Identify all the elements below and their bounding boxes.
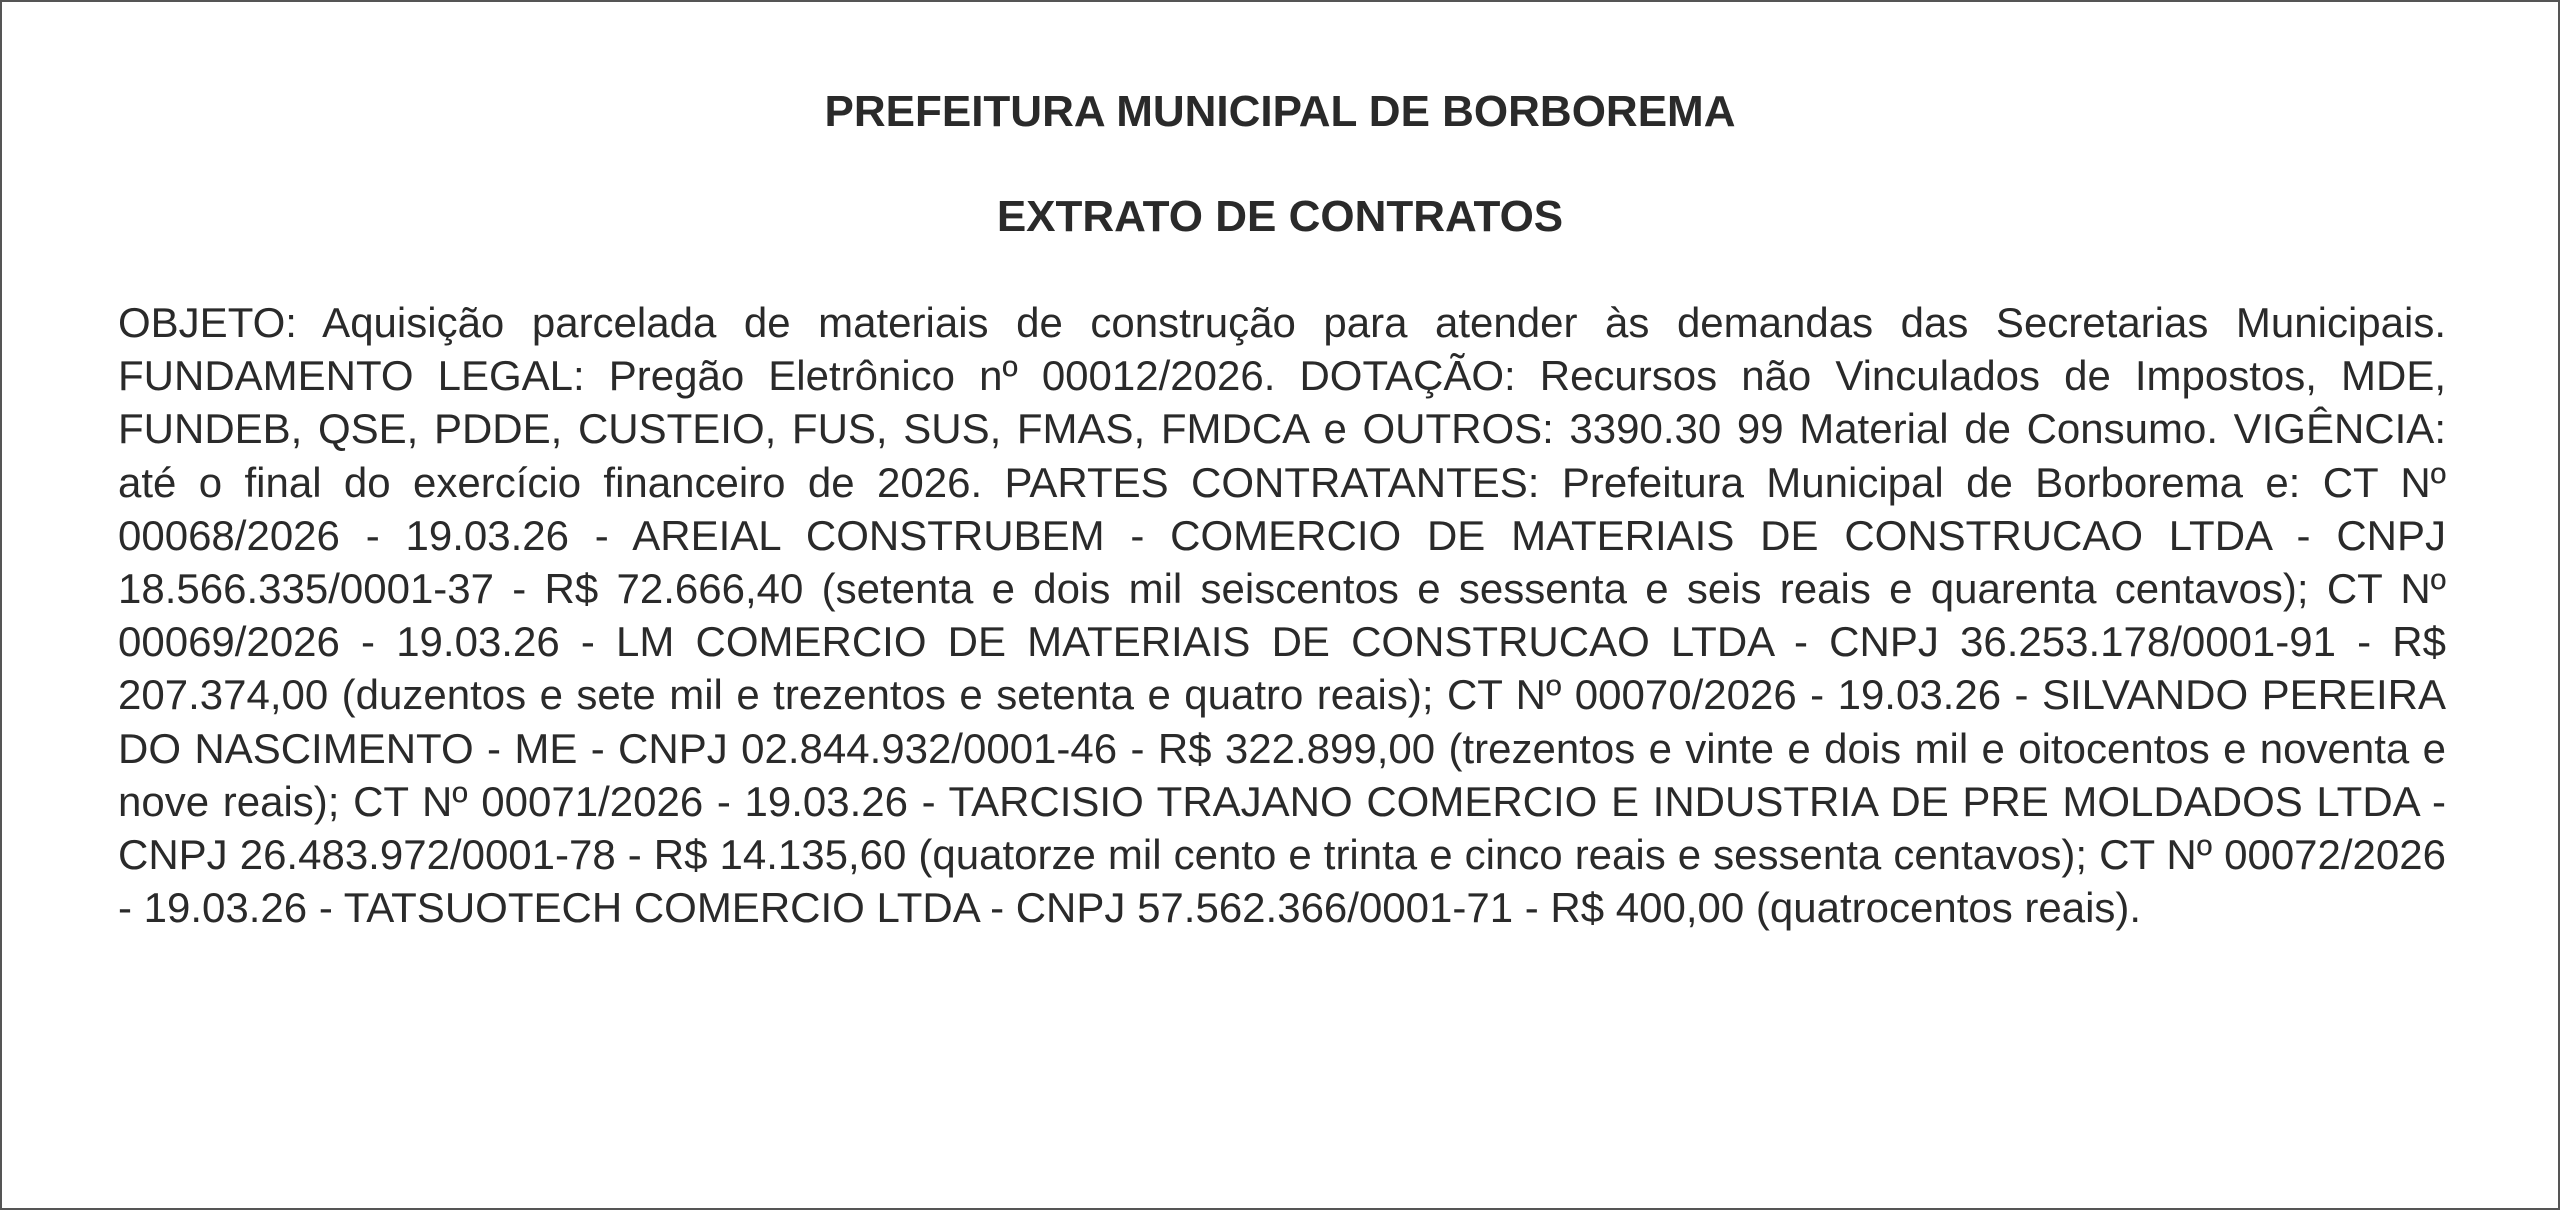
organization-heading: PREFEITURA MUNICIPAL DE BORBOREMA — [824, 87, 1736, 136]
contract-extract-body: OBJETO: Aquisição parcelada de materiais de construção para atender às demandas das Secretarias Municipais. FUNDAMENTO LEGAL: Pregão Eletrônico nº 00012/2026. DOTAÇÃO: Recursos não Vinculados de Impostos, MDE, FUNDEB, QSE, PDDE, CUSTEIO, FUS, SUS, FMAS, FMDCA e OUTROS: 3390.30 99 Material de Consumo. VIGÊNCIA: até o final do exercício financeiro de 2026. PARTES CONTRATANTES: Prefeitura Municipal de Borborema e: CT Nº 00068/2026 - 19.03.26 - AREIAL CONSTRUBEM - COMERCIO DE MATERIAIS DE CONSTRUCAO LTDA - CNPJ 18.566.335/0001-37 - R$ 72.666,40 (setenta e dois mil seiscentos e sessenta e seis reais e quarenta centavos); CT Nº 00069/2026 - 19.03.26 - LM COMERCIO DE MATERIAIS DE CONSTRUCAO LTDA - CNPJ 36.253.178/0001-91 - R$ 207.374,00 (duzentos e sete mil e trezentos e setenta e quatro reais); CT Nº 00070/2026 - 19.03.26 - SILVANDO PEREIRA DO NASCIMENTO - ME - CNPJ 02.844.932/0001-46 - R$ 322.899,00 (trezentos e vinte e dois mil e oitocentos e noventa e nove reais); CT Nº 00071/2026 - 19.03.26 - TARCISIO TRAJANO COMERCIO E INDUSTRIA DE PRE MOLDADOS LTDA - CNPJ 26.483.972/0001-78 - R$ 14.135,60 (quatorze mil cento e trinta e cinco reais e sessenta centavos); CT Nº 00072/2026 - 19.03.26 - TATSUOTECH COMERCIO LTDA - CNPJ 57.562.366/0001-71 - R$ 400,00 (quatrocentos reais). — [118, 299, 2446, 932]
document-title: EXTRATO DE CONTRATOS — [996, 192, 1564, 241]
